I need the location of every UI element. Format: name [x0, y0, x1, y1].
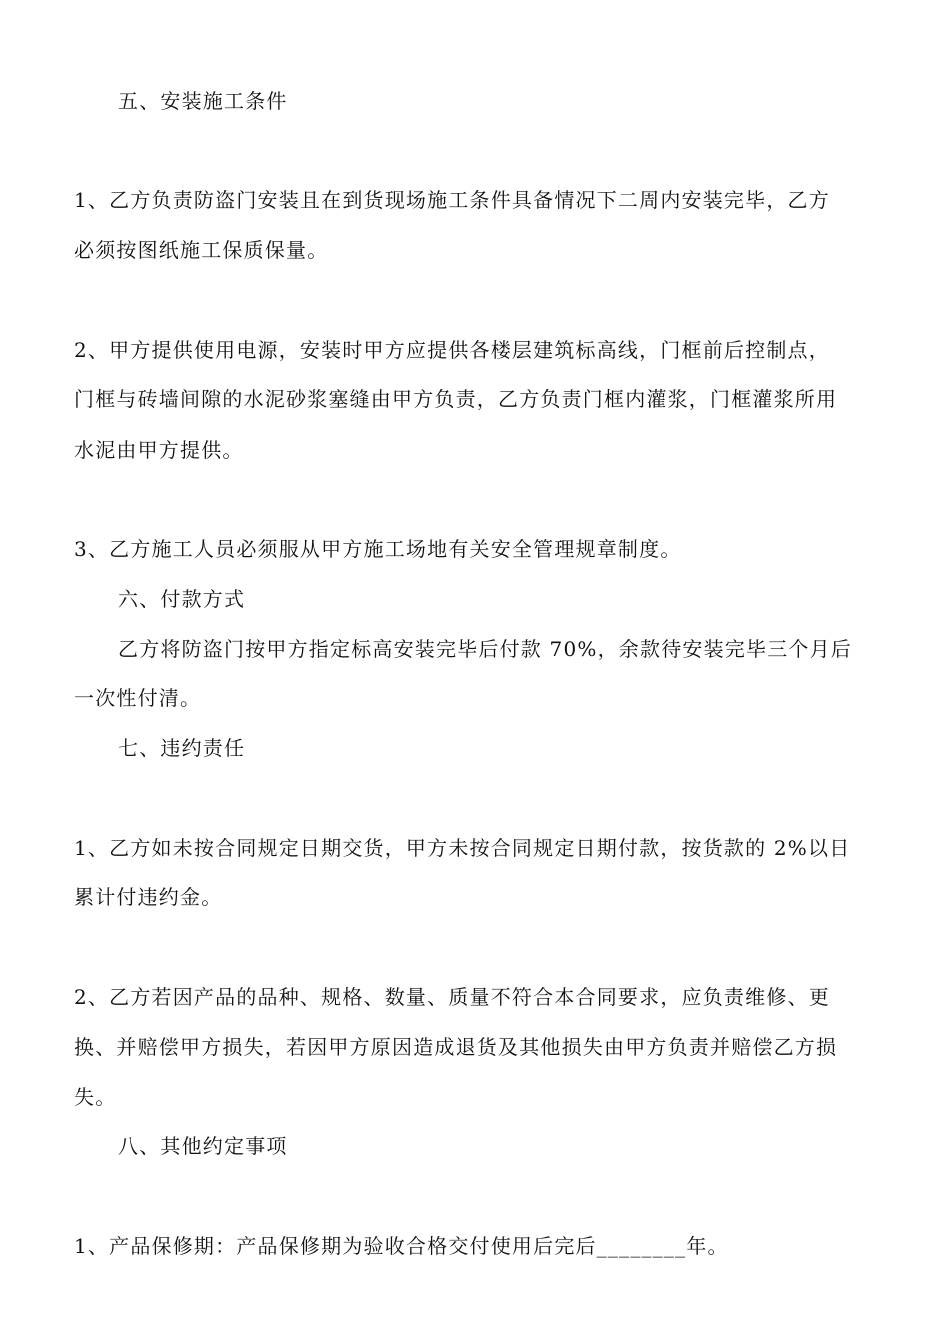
section-5-item-2-line-2: 门框与砖墙间隙的水泥砂浆塞缝由甲方负责，乙方负责门框内灌浆，门框灌浆所用 [74, 387, 838, 411]
section-7-heading: 七、违约责任 [118, 736, 246, 760]
section-8-item-1 [74, 1233, 884, 1259]
section-6-heading: 六、付款方式 [118, 587, 246, 611]
warranty-text: 1、产品保修期：产品保修期为验收合格交付使用后完后 [74, 1234, 597, 1258]
section-7-item-2-line-1: 2、乙方若因产品的品种、规格、数量、质量不符合本合同要求，应负责维修、更 [74, 985, 830, 1009]
section-5-item-1-line-2: 必须按图纸施工保质保量。 [74, 238, 329, 262]
section-5-item-3: 3、乙方施工人员必须服从甲方施工场地有关安全管理规章制度。 [74, 537, 682, 561]
section-7-item-2-line-3: 失。 [74, 1085, 117, 1109]
section-5-heading: 五、安装施工条件 [118, 89, 288, 113]
section-6-body-line-2: 一次性付清。 [74, 686, 202, 710]
warranty-years-blank: ________ [596, 1234, 687, 1258]
section-5-item-2-line-3: 水泥由甲方提供。 [74, 438, 244, 462]
section-7-item-1-line-1: 1、乙方如未按合同规定日期交货，甲方未按合同规定日期付款，按货款的 2%以日 [74, 836, 851, 860]
warranty-suffix: 年。 [686, 1234, 729, 1258]
section-6-body-line-1: 乙方将防盗门按甲方指定标高安装完毕后付款 70%，余款待安装完毕三个月后 [118, 637, 853, 661]
section-7-item-1-line-2: 累计付违约金。 [74, 885, 223, 909]
section-5-item-1-line-1: 1、乙方负责防盗门安装且在到货现场施工条件具备情况下二周内安装完毕，乙方 [74, 188, 830, 212]
section-5-item-2-line-1: 2、甲方提供使用电源，安装时甲方应提供各楼层建筑标高线，门框前后控制点， [74, 338, 830, 362]
section-8-heading: 八、其他约定事项 [118, 1134, 288, 1158]
section-7-item-2-line-2: 换、并赔偿甲方损失，若因甲方原因造成退货及其他损失由甲方负责并赔偿乙方损 [74, 1035, 838, 1059]
